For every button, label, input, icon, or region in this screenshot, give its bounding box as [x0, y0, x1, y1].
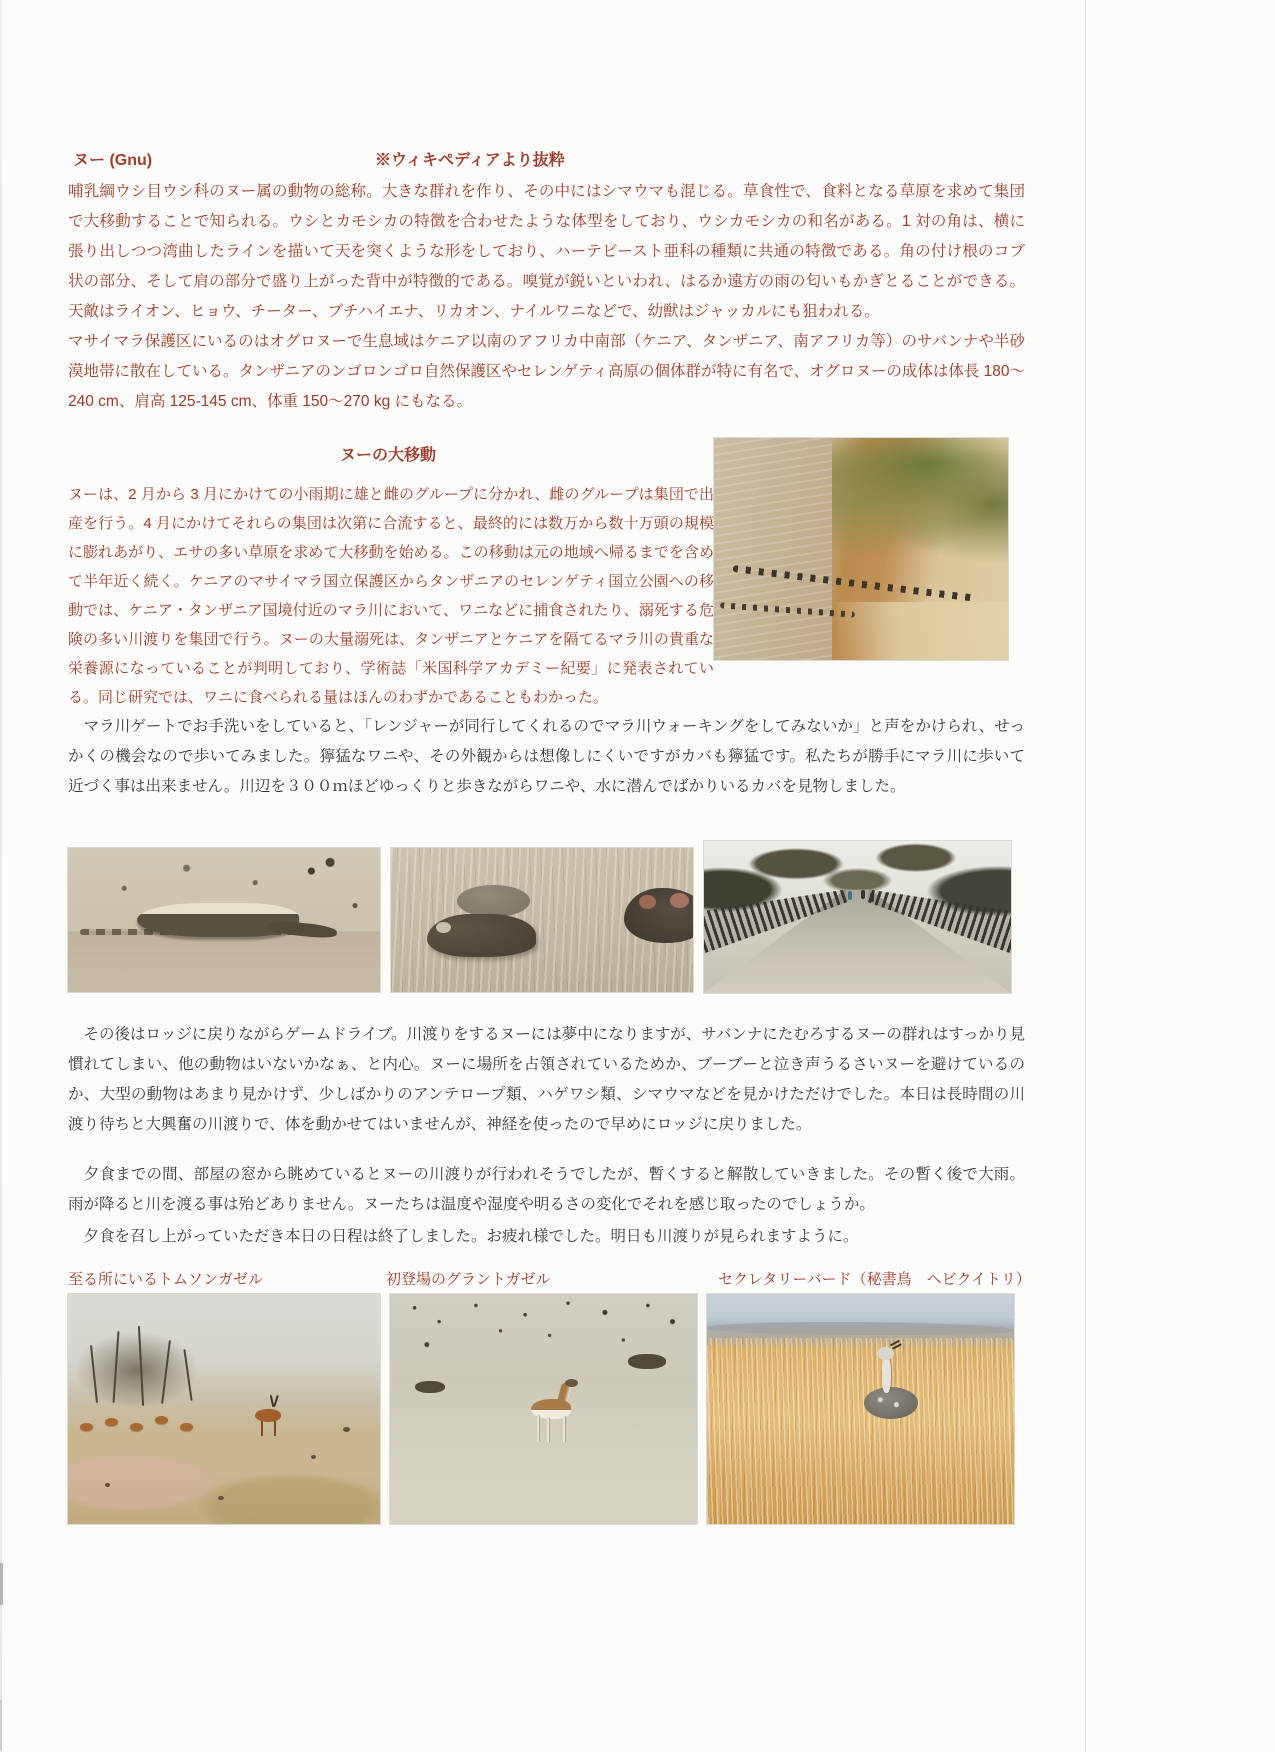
migration-heading: ヌーの大移動 [339, 447, 436, 464]
caption-secretary-bird: セクレタリーバード（秘書鳥 ヘビクイトリ） [718, 1271, 1031, 1288]
shrub [343, 1427, 350, 1432]
antelope-horn [274, 1395, 280, 1407]
grass-tuft [218, 1496, 224, 1500]
antelope-leg [261, 1421, 263, 1436]
grant-gazelle-plain-photo [390, 1294, 697, 1524]
river-water [714, 438, 832, 660]
crocodile-tail [267, 919, 337, 939]
caption-thomson-gazelle: 至る所にいるトムソンガゼル [68, 1271, 264, 1288]
bird-neck [882, 1357, 891, 1393]
caption-grant-gazelle: 初登場のグラントガゼル [386, 1271, 551, 1288]
hippo-head-right [624, 888, 693, 943]
hippo-back-figure [457, 885, 529, 917]
dark-bush [415, 1381, 445, 1393]
antelope-horn [270, 1395, 274, 1407]
secretary-bird-grass-photo [707, 1294, 1014, 1524]
grant-gazelle-figure [519, 1381, 583, 1453]
scan-artifact [0, 1700, 2, 1750]
intro-paragraph-1: 哺乳綱ウシ目ウシ科のヌー属の動物の総称。大きな群れを作り、その中にはシマウマも混じる。草食性で、食料となる草原を求めて集団で大移動することで知られる。ウシとカモシカの特徴を合わせたような体型をしており、ウシカモシカの和名がある。1 対の角は、横に張り出しつつ湾曲したラインを描いて天を突くような形をしており、ハーテビースト亜科の種類に共通の特徴である。角の付け根のコブ状の部分、そして肩の部分で盛り上がった背中が特徴的である。嗅覚が鋭いといわれ、はるか遠方の雨の匂いもかぎとることができる。天敵はライオン、ヒョウ、チーター、ブチハイエナ、リカオン、ナイルワニなどで、幼獣はジャッカルにも狙われる。 [68, 183, 1025, 320]
bird-head [877, 1347, 894, 1360]
hippos-in-water-photo [391, 848, 693, 992]
impala-figure [180, 1423, 193, 1431]
impala-figure [130, 1423, 143, 1431]
wildebeest-river-crossing-photo [714, 438, 1008, 660]
crocodile-on-riverbank-photo [68, 848, 380, 992]
gazelle-head [565, 1379, 578, 1387]
migration-body: ヌーは、2 月から 3 月にかけての小雨期に雄と雌のグループに分かれ、雌のグループは集団で出産を行う。4 月にかけてそれらの集団は次第に合流すると、最終的には数万から数十万頭の規模に膨れあがり、エサの多い草原を求めて大移動を始める。この移動は元の地域へ帰るまでを含めて半年近く続く。ケニアのマサイマラ国立保護区からタンザニアのセレンゲティ国立公園への移動では、ケニア・タンザニア国境付近のマラ川において、ワニなどに捕食されたり、溺死する危険の多い川渡りを集団で行う。ヌーの大量溺死は、タンザニアとケニアを隔てるマラ川の貴重な栄養源になっていることが判明しており、学術誌「米国科学アカデミー紀要」に発表されている。同じ研究では、ワニに食べられる量はほんのわずかであることもわかった。 [68, 486, 714, 706]
scan-edge-line [0, 0, 2, 1752]
grass-tuft [105, 1483, 110, 1487]
game-drive-paragraph: その後はロッジに戻りながらゲームドライブ。川渡りをするヌーには夢中になりますが、サバンナにたむろするヌーの群れはすっかり見慣れてしまい、他の動物はいないかなぁ、と内心。ヌーに場所を占領されているためか、ブーブーと泣き声うるさいヌーを避けているのか、大型の動物はあまり見かけず、少しばかりのアンテロープ類、ハゲワシ類、シマウマなどを見かけただけでした。本日は長時間の川渡り待ちと大興奮の川渡りで、体を動かせてはいませんが、神経を使ったので早めにロッジに戻りました。 [68, 1026, 1025, 1133]
scan-artifact [0, 1563, 3, 1605]
crocodile-figure [137, 903, 299, 938]
gazelle-leg [563, 1416, 566, 1442]
walking-person-figure [861, 890, 865, 899]
impala-figure [80, 1423, 93, 1431]
evening-paragraph: 夕食までの間、部屋の窓から眺めているとヌーの川渡りが行われそうでしたが、暫くすると解散していきました。その暫く後で大雨。雨が降ると川を渡る事は殆どありません。ヌーたちは温度や湿度や明るさの変化でそれを感じ取ったのでしょうか。 [68, 1166, 1025, 1213]
bird-body [864, 1387, 918, 1419]
intro-paragraph-2: マサイマラ保護区にいるのはオグロヌーで生息域はケニア以南のアフリカ中南部（ケニア、タンザニア、南アフリカ等）のサバンナや半砂漠地帯に散在している。タンザニアのンゴロンゴロ自然保護区やセレンゲティ高原の個体群が特に有名で、オグロヌーの成体は体長 180～240 cm、肩高 125-145 cm、体重 150～270 kg にもなる。 [68, 333, 1025, 410]
impala-figure [155, 1416, 168, 1424]
mara-walk-paragraph: マラ川ゲートでお手洗いをしていると、「レンジャーが同行してくれるのでマラ川ウォーキングをしてみないか」と声をかけられ、せっかくの機会なので歩いてみました。獰猛なワニや、その外観からは想像しにくいですがカバも獰猛です。私たちが勝手にマラ川に歩いて近づく事は出来ません。川辺を３００ｍほどゆっくりと歩きながらワニや、水に潜んでばかりいるカバを見物しました。 [68, 718, 1025, 795]
walking-person-figure [870, 893, 874, 902]
intro-section [68, 177, 1025, 417]
mara-river-footbridge-photo [704, 841, 1011, 993]
grass-tuft [311, 1455, 316, 1459]
secretary-bird-figure [854, 1345, 924, 1429]
dark-bush [628, 1354, 666, 1369]
sandy-beach [837, 602, 1008, 660]
closing-paragraph: 夕食を召し上がっていただき本日の日程は終了しました。お疲れ様でした。明日も川渡りが見られますように。 [68, 1228, 859, 1245]
antelope-leg [274, 1421, 276, 1436]
scan-edge-line [1085, 0, 1086, 1752]
page-title: ヌー (Gnu) [73, 152, 153, 169]
antelope-buck-figure [255, 1409, 281, 1422]
source-note: ※ウィキペディアより抜粋 [375, 152, 565, 169]
thomson-gazelle-savanna-photo [68, 1294, 380, 1524]
distant-hills [707, 1322, 1014, 1336]
walking-person-figure [848, 891, 852, 900]
hippo-head-left [427, 914, 536, 957]
impala-figure [105, 1418, 118, 1426]
gazelle-leg [537, 1415, 540, 1441]
gazelle-leg [547, 1417, 550, 1443]
